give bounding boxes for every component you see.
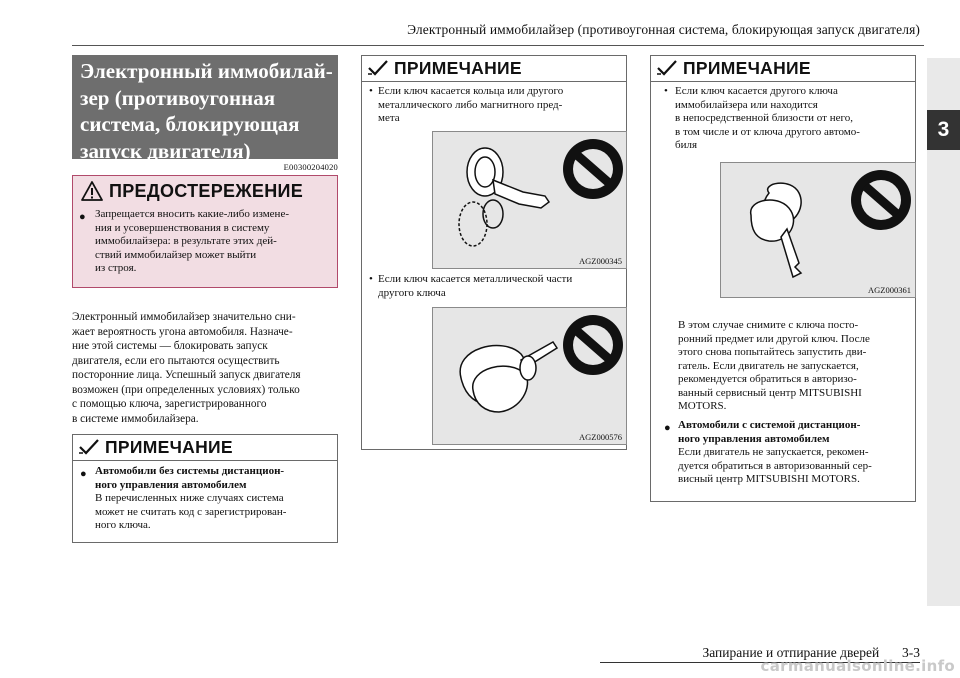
- warning-text: Запрещается вносить какие-либо измене- ния и усовершенствования в систему иммобилайзера: в результате этих дей- ствий иммобилайзер может выйти из строя.: [95, 208, 289, 274]
- note-heading-3: [650, 55, 916, 82]
- note-check-icon: [655, 59, 679, 77]
- note-heading-1: [72, 434, 338, 461]
- chapter-number-tab[interactable]: 3: [927, 110, 960, 150]
- note3-bullet-1: •: [664, 85, 668, 97]
- prohibition-icon: [563, 139, 623, 199]
- note2-bullet-1: •: [369, 85, 373, 97]
- two-keys-illustration: [433, 308, 626, 444]
- note-heading-2: [361, 55, 627, 82]
- note3-text: Если двигатель не запускается, рекомен- дуется обратиться в авторизованный сер- висный центр MITSUBISHI MOTORS.: [678, 446, 872, 485]
- running-header: Электронный иммобилайзер (противоугонная система, блокирующая запуск двигателя): [407, 22, 920, 37]
- note3-bold-text: Автомобили с системой дистанцион- ного управления автомобилем: [678, 419, 861, 445]
- note1-bullet: ●: [80, 468, 87, 480]
- note1-bold-text: Автомобили без системы дистанцион- ного управления автомобилем: [95, 465, 285, 491]
- figure-code-2: AGZ000576: [579, 432, 622, 442]
- keys-near-illustration: [721, 163, 915, 297]
- warning-heading-label: ПРЕДОСТЕРЕЖЕНИЕ: [109, 180, 304, 201]
- note-heading-label-3: ПРИМЕЧАНИЕ: [683, 57, 811, 78]
- note3-item-1: Если ключ касается другого ключа иммобилайзера или находится в непосредственной близости от него, в том числе и от ключа другого автомо- биля: [675, 85, 860, 151]
- note3-bullet-2: ●: [664, 422, 671, 434]
- figure-two-keys: [432, 307, 627, 445]
- warning-bullet: ●: [79, 211, 86, 223]
- intro-paragraph: Электронный иммобилайзер значительно сни- жает вероятность угона автомобиля. Назначе- ние этой системы — блокировать запуск двигателя, если его пытаются осуществить посторонние лица. Успешный запуск двигателя возможен (при определенных условиях) только с помощью ключа, зарегистрированного в системе иммобилайзера.: [72, 311, 301, 425]
- note2-bullet-2: •: [369, 273, 373, 285]
- note-check-icon: [77, 438, 101, 456]
- key-ring-illustration: [433, 132, 626, 268]
- figure-code-3: AGZ000361: [868, 285, 911, 295]
- prohibition-icon: [851, 170, 911, 230]
- section-code: E00300204020: [283, 162, 338, 172]
- warning-triangle-icon: [81, 181, 103, 201]
- header-divider: [72, 45, 924, 46]
- note3-paragraph: В этом случае снимите с ключа посто- ронний предмет или другой ключ. После этого снова попытайтесь запустить дви- гатель. Если двигатель не запускается, рекомендуется обратиться в авторизо- ванный сервисный центр MITSUBISHI MOTORS.: [678, 319, 870, 412]
- warning-heading: [73, 176, 337, 206]
- prohibition-icon: [563, 315, 623, 375]
- figure-key-near-key: [720, 162, 916, 298]
- note2-item-1: Если ключ касается кольца или другого металлического либо магнитного пред- мета: [378, 85, 564, 124]
- note-heading-label-2: ПРИМЕЧАНИЕ: [394, 57, 522, 78]
- figure-code-1: AGZ000345: [579, 256, 622, 266]
- note1-text: В перечисленных ниже случаях система может не считать код с зарегистрирован- ного ключа.: [95, 492, 287, 531]
- figure-key-with-ring: [432, 131, 627, 269]
- note2-item-2: Если ключ касается металлической части другого ключа: [378, 273, 573, 299]
- footer-section: Запирание и отпирание дверей: [702, 645, 880, 660]
- watermark: carmanualsonline.info: [760, 657, 955, 675]
- note-heading-label-1: ПРИМЕЧАНИЕ: [105, 436, 233, 457]
- page-number: 3-3: [902, 645, 920, 660]
- section-title: Электронный иммобилай- зер (противоугонная система, блокирующая запуск двигателя): [72, 55, 338, 159]
- note-check-icon: [366, 59, 390, 77]
